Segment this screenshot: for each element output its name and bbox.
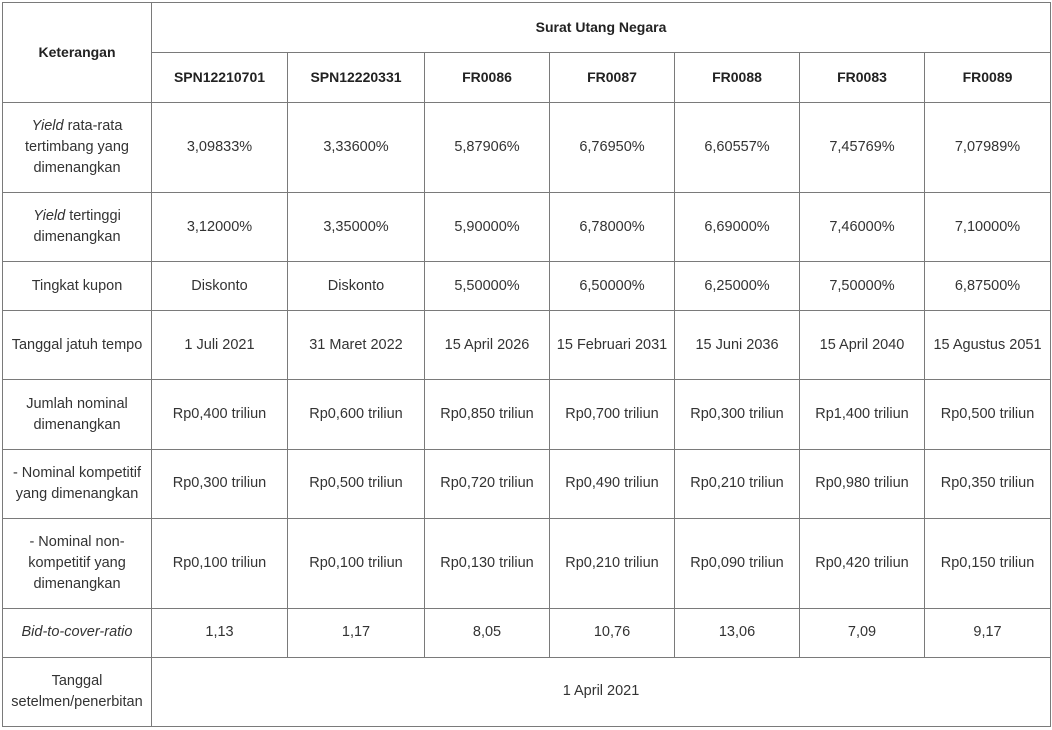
header-row-group	[3, 3, 1051, 53]
series-header: SPN12210701	[152, 53, 288, 103]
table-cell: 7,50000%	[800, 262, 925, 311]
table-cell: 6,60557%	[675, 103, 800, 193]
table-cell: 3,12000%	[152, 193, 288, 262]
row-label-italic: Yield	[31, 118, 64, 135]
table-cell: 6,76950%	[550, 103, 675, 193]
table-cell: Rp0,700 triliun	[550, 380, 675, 449]
row-label: Bid-to-cover-ratio	[3, 608, 152, 657]
table-cell: Rp0,130 triliun	[425, 518, 550, 608]
row-noncompetitive-nominal	[3, 518, 1051, 608]
table-cell: 5,50000%	[425, 262, 550, 311]
table-cell: 1,13	[152, 608, 288, 657]
table-cell: 6,87500%	[925, 262, 1051, 311]
table-cell: Rp0,210 triliun	[675, 449, 800, 518]
table-cell: 5,90000%	[425, 193, 550, 262]
table-cell: 15 Agustus 2051	[925, 311, 1051, 380]
header-surat-utang-negara: Surat Utang Negara	[152, 3, 1051, 53]
row-settlement-date	[3, 657, 1051, 726]
table-cell: Rp0,980 triliun	[800, 449, 925, 518]
table-cell: Rp0,300 triliun	[675, 380, 800, 449]
table-cell: Rp0,850 triliun	[425, 380, 550, 449]
table-cell: 3,09833%	[152, 103, 288, 193]
table-cell: Rp0,090 triliun	[675, 518, 800, 608]
series-header: FR0083	[800, 53, 925, 103]
table-cell: 6,69000%	[675, 193, 800, 262]
row-label: Tanggal jatuh tempo	[3, 311, 152, 380]
table-cell: 7,45769%	[800, 103, 925, 193]
table-cell: Rp0,600 triliun	[288, 380, 425, 449]
table-cell: 31 Maret 2022	[288, 311, 425, 380]
table-cell: Rp0,500 triliun	[925, 380, 1051, 449]
row-label: Tingkat kupon	[3, 262, 152, 311]
header-keterangan: Keterangan	[3, 3, 152, 103]
table-cell: Diskonto	[288, 262, 425, 311]
table-cell: 13,06	[675, 608, 800, 657]
table-cell: Rp0,720 triliun	[425, 449, 550, 518]
table-cell: 7,07989%	[925, 103, 1051, 193]
series-header: SPN12220331	[288, 53, 425, 103]
series-header: FR0089	[925, 53, 1051, 103]
table-cell: Rp0,210 triliun	[550, 518, 675, 608]
table-cell: Rp1,400 triliun	[800, 380, 925, 449]
row-label-rest: tertinggi dimenangkan	[33, 208, 121, 246]
row-label	[3, 193, 152, 262]
table-cell: 3,33600%	[288, 103, 425, 193]
table-cell: 15 April 2026	[425, 311, 550, 380]
table-cell: 7,10000%	[925, 193, 1051, 262]
row-bid-to-cover	[3, 608, 1051, 657]
row-maturity-date	[3, 311, 1051, 380]
row-total-nominal	[3, 380, 1051, 449]
table-cell: 15 Februari 2031	[550, 311, 675, 380]
table-cell: 6,50000%	[550, 262, 675, 311]
table-cell: Rp0,150 triliun	[925, 518, 1051, 608]
table-cell: Rp0,300 triliun	[152, 449, 288, 518]
row-label: - Nominal non-kompetitif yang dimenangkan	[3, 518, 152, 608]
row-label-italic: Yield	[33, 208, 66, 225]
table-cell: 10,76	[550, 608, 675, 657]
table-cell: Rp0,100 triliun	[288, 518, 425, 608]
table-cell: Rp0,350 triliun	[925, 449, 1051, 518]
table-cell: Rp0,420 triliun	[800, 518, 925, 608]
row-label	[3, 103, 152, 193]
row-label: Jumlah nominal dimenangkan	[3, 380, 152, 449]
table-cell: 7,09	[800, 608, 925, 657]
table-cell: Rp0,100 triliun	[152, 518, 288, 608]
table-cell: 3,35000%	[288, 193, 425, 262]
series-header: FR0088	[675, 53, 800, 103]
table-cell: 7,46000%	[800, 193, 925, 262]
series-header: FR0086	[425, 53, 550, 103]
table-cell: 1,17	[288, 608, 425, 657]
table-cell: Rp0,400 triliun	[152, 380, 288, 449]
table-cell: Rp0,490 triliun	[550, 449, 675, 518]
row-coupon-rate	[3, 262, 1051, 311]
row-label: - Nominal kompetitif yang dimenangkan	[3, 449, 152, 518]
table-cell: 15 April 2040	[800, 311, 925, 380]
table-cell: 6,78000%	[550, 193, 675, 262]
row-competitive-nominal	[3, 449, 1051, 518]
table-cell: 8,05	[425, 608, 550, 657]
table-cell: Rp0,500 triliun	[288, 449, 425, 518]
table-cell: 6,25000%	[675, 262, 800, 311]
table-cell: 5,87906%	[425, 103, 550, 193]
row-label: Tanggal setelmen/penerbitan	[3, 657, 152, 726]
table-cell: 9,17	[925, 608, 1051, 657]
row-yield-highest	[3, 193, 1051, 262]
table-cell: 1 Juli 2021	[152, 311, 288, 380]
row-label-rest: rata-rata tertimbang yang dimenangkan	[25, 118, 129, 177]
table-cell: Diskonto	[152, 262, 288, 311]
series-header: FR0087	[550, 53, 675, 103]
auction-results-table	[2, 2, 1051, 727]
table-cell: 15 Juni 2036	[675, 311, 800, 380]
header-row-series	[3, 53, 1051, 103]
settlement-date-value: 1 April 2021	[152, 657, 1051, 726]
row-yield-weighted-average	[3, 103, 1051, 193]
